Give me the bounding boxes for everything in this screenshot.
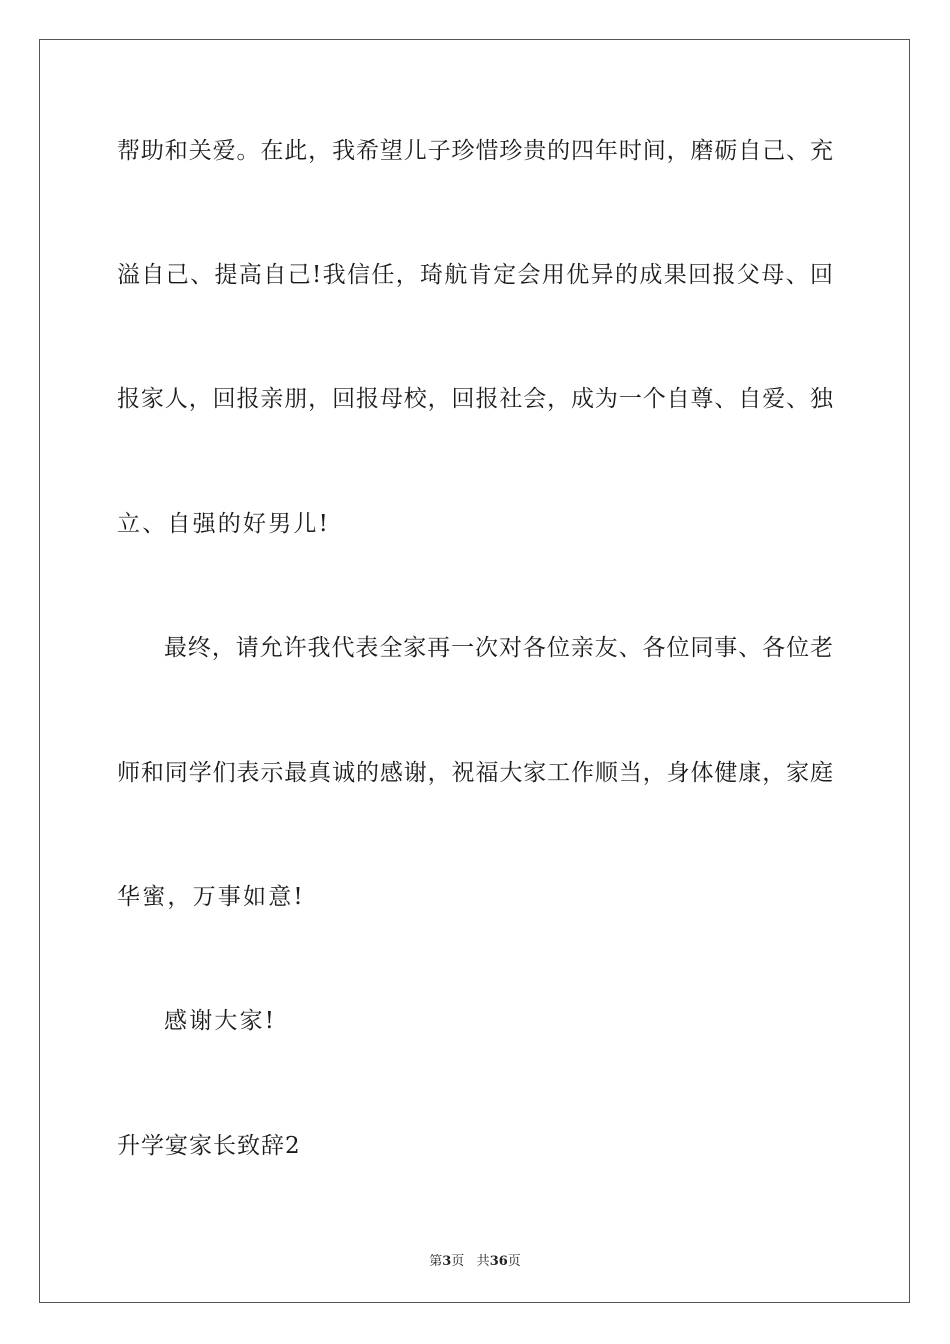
section-heading: 升学宴家长致辞2 — [117, 1133, 301, 1159]
body-line-3: 报家人，回报亲朋，回报母校，回报社会，成为一个自尊、自爱、独 — [117, 386, 833, 412]
footer-page-suffix: 页 — [451, 1254, 465, 1269]
page-footer — [0, 1250, 950, 1269]
closing-line: 感谢大家! — [164, 1008, 277, 1034]
body-line-1: 帮助和关爱。在此，我希望儿子珍惜珍贵的四年时间，磨砺自己、充 — [117, 138, 833, 164]
footer-total-pages: 36 — [489, 1254, 508, 1269]
body-line-5: 最终，请允许我代表全家再一次对各位亲友、各位同事、各位老 — [164, 635, 833, 661]
body-line-6: 师和同学们表示最真诚的感谢，祝福大家工作顺当，身体健康，家庭 — [117, 760, 833, 786]
footer-page-number: 3 — [442, 1254, 452, 1269]
body-line-2: 溢自己、提高自己!我信任，琦航肯定会用优异的成果回报父母、回 — [117, 262, 833, 288]
body-line-4: 立、自强的好男儿! — [117, 511, 331, 537]
page-frame — [39, 39, 910, 1303]
footer-prefix: 第 — [429, 1254, 443, 1269]
body-line-7: 华蜜，万事如意! — [117, 884, 305, 910]
footer-total-prefix: 共 — [476, 1254, 490, 1269]
footer-total-suffix: 页 — [507, 1254, 521, 1269]
